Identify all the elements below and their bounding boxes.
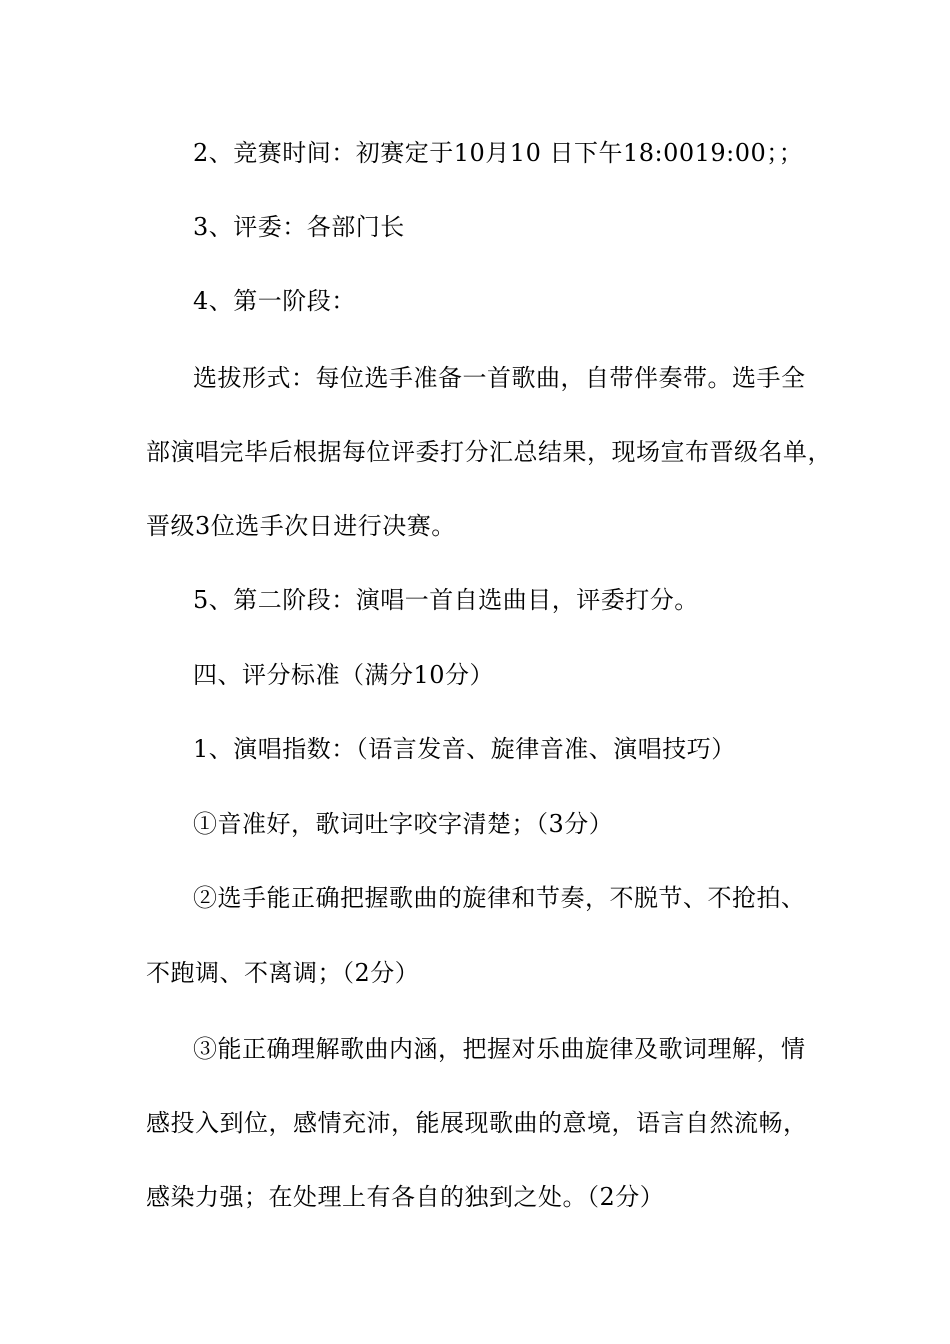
text-line-judges: 3、评委：各部门长 (193, 213, 405, 241)
text-line-criterion-1: ①音准好，歌词吐字咬字清楚；（3分） (193, 810, 614, 838)
text-line-singing-index: 1、演唱指数：（语言发音、旋律音准、演唱技巧） (193, 735, 736, 763)
text-line-scoring-heading: 四、评分标准（满分10分） (193, 661, 495, 689)
text-line-criterion-3-end: 感染力强；在处理上有各自的独到之处。（2分） (146, 1183, 665, 1211)
text-line-stage-two: 5、第二阶段：演唱一首自选曲目，评委打分。 (193, 586, 699, 614)
text-line-finalists: 晋级3位选手次日进行决赛。 (146, 512, 456, 540)
text-line-stage-one: 4、第一阶段： (193, 287, 356, 315)
text-line-competition-time: 2、竞赛时间：初赛定于10月10 日下午18:0019:00；； (193, 139, 804, 167)
text-line-criterion-3-cont: 感投入到位，感情充沛，能展现歌曲的意境，语言自然流畅， (146, 1109, 808, 1137)
text-line-criterion-2: ②选手能正确把握歌曲的旋律和节奏，不脱节、不抢拍、 (193, 884, 806, 912)
text-line-selection-format: 选拔形式：每位选手准备一首歌曲，自带伴奏带。选手全 (193, 364, 806, 392)
text-line-selection-format-cont: 部演唱完毕后根据每位评委打分汇总结果，现场宣布晋级名单， (146, 438, 832, 466)
text-line-criterion-2-cont: 不跑调、不离调；（2分） (146, 959, 420, 987)
text-line-criterion-3: ③能正确理解歌曲内涵，把握对乐曲旋律及歌词理解，情 (193, 1035, 806, 1063)
